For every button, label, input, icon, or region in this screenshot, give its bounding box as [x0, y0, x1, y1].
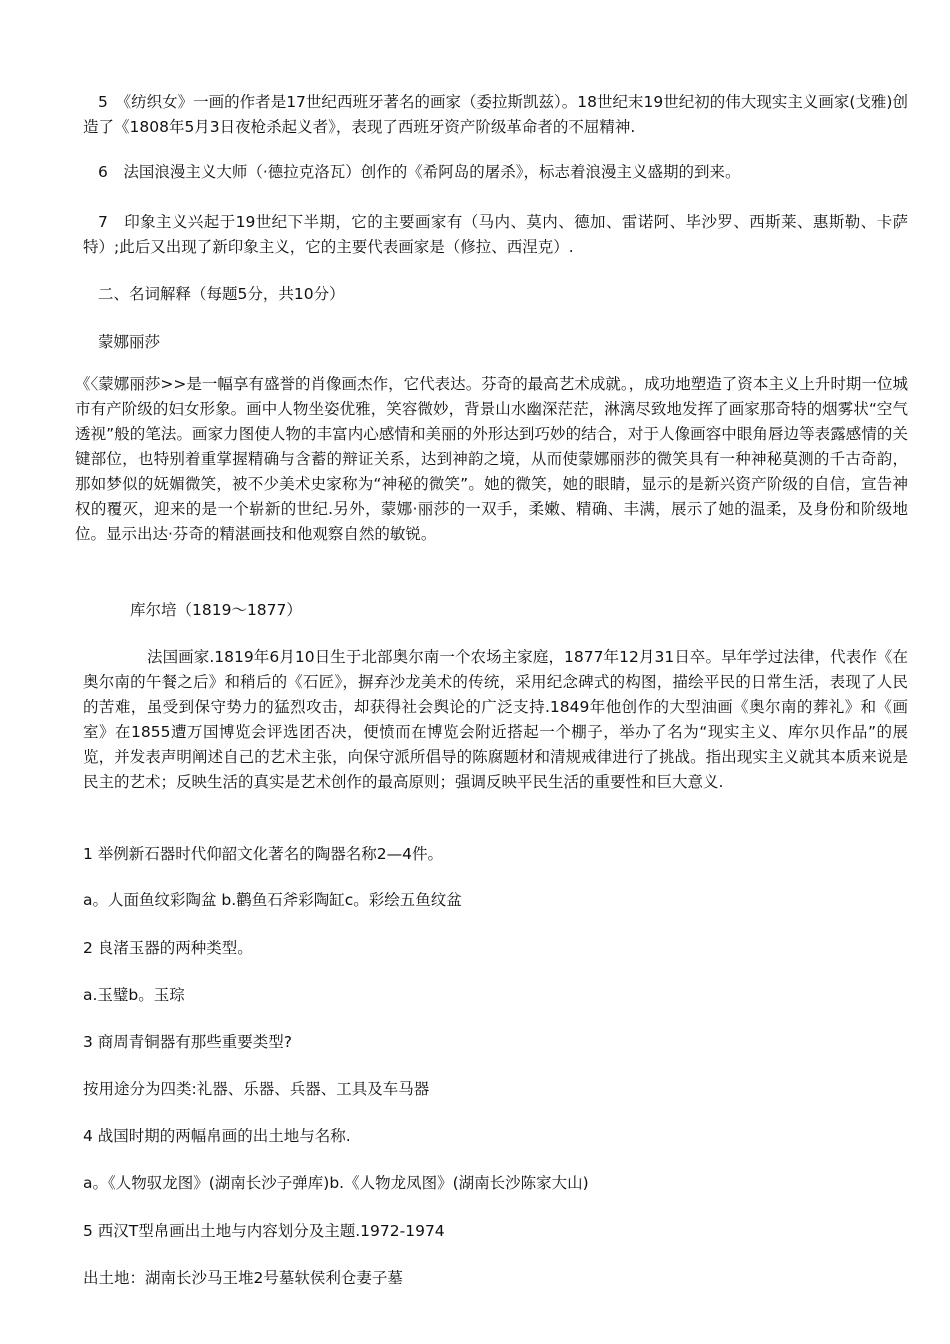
term-body-mona-lisa: 《〈蒙娜丽莎>>是一幅享有盛誉的肖像画杰作，它代表达。芬奇的最高艺术成就。，成功地塑造了资本主义上升时期一位城市有产阶级的妇女形象。画中人物坐姿优雅，笑容微妙，背景山水幽深茫茫，淋漓尽致地发挥了画家那奇特的烟雾状“空气透视”般的笔法。画家力图使人物的丰富内心感情和美丽的外形达到巧妙的结合，对于人像画容中眼角唇边等表露感情的关键部位，也特别着重掌握精确与含蓄的辩证关系，达到神韵之境，从而使蒙娜丽莎的微笑具有一种神秘莫测的千古奇韵，那如梦似的妩媚微笑，被不少美术史家称为“神秘的微笑”。她的微笑，她的眼睛，显示的是新兴资产阶级的自信，宣告神权的覆灭，迎来的是一个崭新的世纪.另外，蒙娜·丽莎的一双手，柔嫩、精确、丰满，展示了她的温柔，及身份和阶级地位。显示出达·芬奇的精湛画技和他观察自然的敏锐。	[75, 375, 908, 543]
answer-3: 按用途分为四类:礼器、乐器、兵器、工具及车马器	[83, 1080, 430, 1098]
paragraph-item-7: 7 印象主义兴起于19世纪下半期，它的主要画家有（马内、莫内、德加、雷诺阿、毕沙罗、西斯莱、惠斯勒、卡萨特）;此后又出现了新印象主义，它的主要代表画家是（修拉、西涅克）.	[83, 213, 908, 256]
question-3: 3 商周青铜器有那些重要类型?	[83, 1033, 293, 1051]
answer-5: 出土地：湖南长沙马王堆2号墓轪侯利仓妻子墓	[83, 1269, 403, 1287]
answer-4: a。《人物驭龙图》(湖南长沙子弹库)b.《人物龙凤图》(湖南长沙陈家大山)	[83, 1174, 589, 1192]
question-1: 1 举例新石器时代仰韶文化著名的陶器名称2—4件。	[83, 845, 444, 863]
paragraph-item-6: 6 法国浪漫主义大师（·德拉克洛瓦）创作的《希阿岛的屠杀》，标志着浪漫主义盛期的到来。	[98, 163, 741, 181]
question-5: 5 西汉T型帛画出土地与内容划分及主题.1972-1974	[83, 1222, 445, 1240]
answer-2: a.玉璧b。玉琮	[83, 986, 185, 1004]
question-2: 2 良渚玉器的两种类型。	[83, 939, 253, 957]
paragraph-item-5: 5 《纺织女》一画的作者是17世纪西班牙著名的画家（委拉斯凯兹）。18世纪末19世纪初的伟大现实主义画家(戈雅)创造了《1808年5月3日夜枪杀起义者》，表现了西班牙资产阶级革命者的不屈精神.	[83, 93, 908, 136]
term-heading-mona-lisa: 蒙娜丽莎	[98, 333, 161, 351]
answer-1: a。人面鱼纹彩陶盆 b.鹳鱼石斧彩陶缸c。彩绘五鱼纹盆	[83, 891, 462, 909]
question-4: 4 战国时期的两幅帛画的出土地与名称.	[83, 1127, 351, 1145]
section-heading: 二、名词解释（每题5分，共10分）	[98, 285, 345, 303]
term-body-courbet: 法国画家.1819年6月10日生于北部奥尔南一个农场主家庭，1877年12月31日卒。早年学过法律，代表作《在奥尔南的午餐之后》和稍后的《石匠》，摒弃沙龙美术的传统，采用纪念碑式的构图，描绘平民的日常生活，表现了人民的苦难，虽受到保守势力的猛烈攻击，却获得社会舆论的广泛支持.1849年他创作的大型油画《奥尔南的葬礼》和《画室》在1855遭万国博览会评选团否决，便愤而在博览会附近搭起一个棚子，举办了名为“现实主义、库尔贝作品”的展览，并发表声明阐述自己的艺术主张，向保守派所倡导的陈腐题材和清规戒律进行了挑战。指出现实主义就其本质来说是民主的艺术；反映生活的真实是艺术创作的最高原则；强调反映平民生活的重要性和巨大意义.	[83, 648, 908, 791]
term-heading-courbet: 库尔培（1819～1877）	[130, 601, 302, 619]
